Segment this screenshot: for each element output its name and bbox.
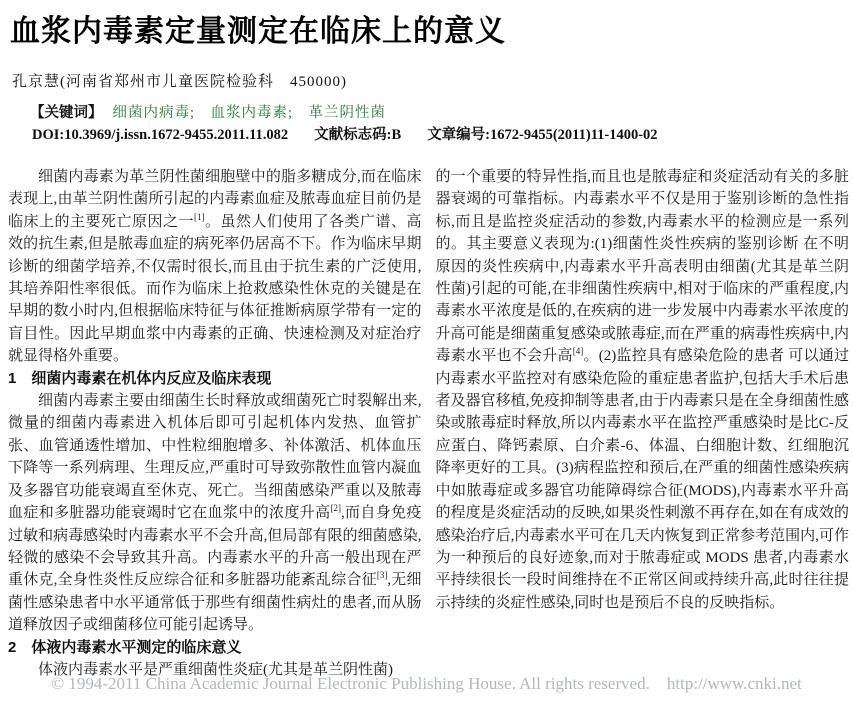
paragraph-text: ,无细菌性感染患者中水平通常低于那些有细菌性病灶的患者,而从肠道释放因子或细菌移位可能引起诱导。 [8,572,422,634]
paragraph-text: 细菌内毒素主要由细菌生长时释放或细菌死亡时裂解出来,微量的细菌内毒素进入机体后即可引起机体内发热、血管扩张、血管通透性增加、中性粒细胞增多、补体激活、机体血压下降等一系列病理、生理反应,严重时可导致弥散性血管内凝血及多器官功能衰竭直至休克、死亡。当细菌感染严重以及脓毒血症和多脏器功能衰竭时它在血浆中的浓度升高 [8,393,422,522]
article-number: 文章编号:1672-9455(2011)11-1400-02 [427,127,658,143]
paragraph-text: 细菌内毒素为革兰阴性菌细胞壁中的脂多糖成分,而在临床表现上,由革兰阴性菌所引起的内毒素血症及脓毒血症目前仍是临床上的主要死亡原因之一 [8,169,422,230]
keywords-line [30,101,386,122]
paragraph-text: 的一个重要的特异性指,而且也是脓毒症和炎症活动有关的多脏器衰竭的可靠指标。内毒素水平不仅是用于鉴别诊断的急性指标,而且是监控炎症活动的参数,内毒素水平的检测应是一系列的。其主要意义表现为:(1)细菌性炎性疾病的鉴别诊断 在不明原因的炎性疾病中,内毒素水平升高表明由细菌(尤其是革兰阴性菌)引起的可能,在非细菌性疾病中,相对于临床的严重程度,内毒素水平浓度是低的,在疾病的进一步发展中内毒素水平浓度的升高可能是细菌重复感染或脓毒症,而在严重的病毒性疾病中,内毒素水平也不会升高 [435,169,849,365]
keywords-label: 【关键词】 [30,105,103,121]
section-heading-1: 1 细菌内毒素在机体内反应及临床表现 [8,369,272,387]
left-column [8,166,422,681]
paragraph-text: ,而自身免疫过敏和病毒感染时内毒素水平不会升高,但局部有限的细菌感染,轻微的感染不会导致其升高。内毒素水平的升高一般出现在严重休克,全身性炎性反应综合征和多脏器功能紊乱综合征 [8,505,422,589]
paragraph-text: 。虽然人们使用了各类广谱、高效的抗生素,但是脓毒血症的病死率仍居高不下。作为临床早期诊断的细菌学培养,不仅需时很长,而且由于抗生素的广泛使用,其培养阳性率很低。而作为临床上抢救感染性休克的关键是在早期的数小时内,但根据临床特征与体征推断病原学带有一定的盲目性。因此早期血浆中内毒素的正确、快速检测及对症治疗就显得格外重要。 [8,213,422,365]
citation-ref-4: [4] [572,346,584,357]
document-code: 文献标志码:B [314,127,402,143]
paragraph-section-2-start: 体液内毒素水平是严重细菌性炎症(尤其是革兰阴性菌) [38,661,393,678]
paragraph-section-1 [8,390,422,636]
article-body [8,166,849,681]
author-affiliation: 孔京慧(河南省郑州市儿童医院检验科 450000) [12,74,347,90]
cnki-copyright-watermark: © 1994-2011 China Academic Journal Electronic Publishing House. All rights reserved. http://www.cnki.net [51,674,802,693]
citation-ref-3: [3] [376,570,388,581]
citation-ref-1: [1] [194,211,205,222]
article-title: 血浆内毒素定量测定在临床上的意义 [10,15,506,48]
citation-ref-2: [2] [330,503,341,514]
doi-line [32,123,658,144]
paragraph-text: 。(2)监控具有感染危险的患者 可以通过内毒素水平监控对有感染危险的重症患者监护,包括大手术后患者及器官移植,免疫抑制等患者,由于内毒素只是在全身细菌性感染或脓毒症时释放,所以内毒素水平在监控严重感染时是比C-反应蛋白、降钙素原、白介素-6、体温、白细胞计数、红细胞沉降率更好的工具。(3)病程监控和预后,在严重的细菌性感染疾病中如脓毒症或多器官功能障碍综合征(MODS),内毒素水平升高的程度是炎症活动的反映,如果炎性刺激不再存在,如在有成效的感染治疗后,内毒素水平可在几天内恢复到正常参考范围内,可作为一种预后的良好迹象,而对于脓毒症或 MODS 患者,内毒素水平持续很长一段时间维持在不正常区间或持续升高,此时往往提示持续的炎症性感染,同时也是预后不良的反映指标。 [435,348,849,611]
paragraph-intro [8,166,422,368]
doi-value: DOI:10.3969/j.issn.1672-9455.2011.11.082 [32,127,289,143]
section-heading-2: 2 体液内毒素水平测定的临床意义 [8,638,242,656]
paragraph-continuation [436,166,850,614]
right-column [436,166,850,681]
keywords-text: 细菌内病毒; 血浆内毒素; 革兰阴性菌 [112,105,387,121]
